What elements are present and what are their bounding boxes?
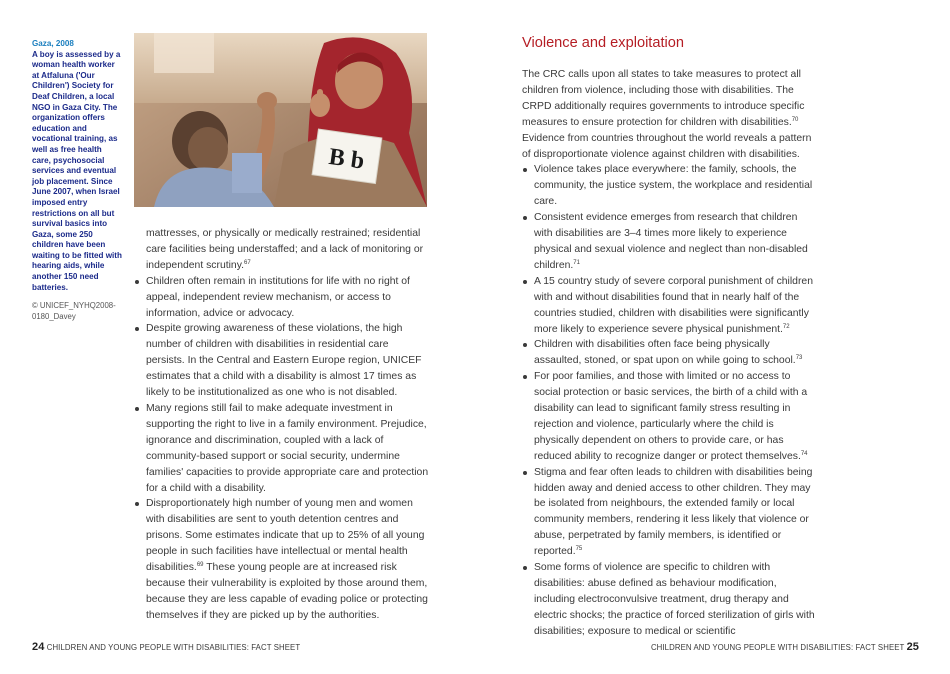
- intro-paragraph: [522, 67, 818, 162]
- page-number-left: 24: [32, 641, 45, 653]
- list-item-text: Despite growing awareness of these violations, the high number of children with disabilities in residential care persists. In the Central and Eastern Europe region, UNICEF estimates that a child with a disability is almost 17 times as likely to be institutionalized as one who is not disabled.: [146, 323, 422, 399]
- photo-illustration: [134, 33, 427, 207]
- right-bullet-list: [522, 162, 818, 639]
- list-item: [522, 274, 818, 338]
- list-item: [522, 465, 818, 560]
- footnote-ref: 69: [196, 562, 204, 569]
- footnote-ref: 75: [575, 546, 583, 553]
- list-item-text: Children with disabilities often face being physically assaulted, stoned, or spat upon on while going to school.: [534, 339, 796, 367]
- list-item: [522, 337, 818, 369]
- list-item: [134, 274, 430, 322]
- list-item-text: Stigma and fear often leads to children with disabilities being hidden away and denied access to other children. They may be isolated from neighbours, the extended family or local community members, rendering it less likely that violence or abuse, perpetrated by family members, is identified or reported.: [534, 466, 813, 558]
- list-item: [522, 560, 818, 640]
- photo-credit: © UNICEF_NYHQ2008-0180_Davey: [32, 301, 116, 321]
- footnote-ref: 67: [244, 259, 251, 266]
- footer-right: [651, 641, 919, 653]
- photo-caption: [32, 39, 122, 322]
- caption-text: A boy is assessed by a woman health worker at Atfaluna ('Our Children') Society for Deaf Children, a local NGO in Gaza City. The organization offers education and vocational training, as well as free health care, psychosocial services and eventual job placement. Since June 2007, when Israel imposed entry restrictions on all but survival basics into Gaza, some 250 children have been waiting to be fitted with hearing aids, while another 150 need batteries.: [32, 49, 122, 292]
- left-bullet-list: [134, 274, 430, 624]
- footnote-ref: 70: [791, 116, 799, 123]
- list-item: [522, 369, 818, 464]
- list-item: [134, 401, 430, 496]
- footnote-ref: 72: [782, 323, 790, 330]
- list-item-text: Children often remain in institutions for life with no right of appeal, independent review mechanism, or access to information, advice or advocacy.: [146, 275, 410, 319]
- footer-title-left: CHILDREN AND YOUNG PEOPLE WITH DISABILITIES: FACT SHEET: [46, 643, 301, 652]
- footer-left: [32, 641, 300, 653]
- list-item-text: Consistent evidence emerges from research that children with disabilities are 3–4 times more likely to experience physical and sexual violence and neglect than non-disabled children.: [534, 212, 808, 271]
- photo: [134, 33, 427, 207]
- footer-title-right: CHILDREN AND YOUNG PEOPLE WITH DISABILITIES: FACT SHEET: [650, 643, 905, 652]
- left-column: [134, 226, 430, 624]
- footnote-ref: 71: [573, 259, 580, 266]
- page-number-right: 25: [906, 641, 919, 653]
- list-item-text: Many regions still fail to make adequate investment in supporting the right to live in a family environment. Prejudice, ignorance and discrimination, coupled with a lack of community-based support or social security, undermine families' capacities to provide appropriate care and protection for a child with a disability.: [146, 402, 429, 494]
- footnote-ref: 74: [800, 450, 808, 457]
- continuation-text: mattresses, or physically or medically restrained; residential care facilities being understaffed; and a lack of monitoring or independent scrutiny.: [146, 228, 424, 271]
- intro-text: The CRC calls upon all states to take measures to protect all children from violence, including those with disabilities. The CRPD additionally requires governments to introduce specific measures to ensure protection for children with disabilities.: [522, 69, 805, 128]
- list-item: [522, 210, 818, 274]
- caption-place: Gaza, 2008: [32, 39, 74, 48]
- list-item-text: Violence takes place everywhere: the family, schools, the community, the justice system, the workplace and residential care.: [534, 164, 813, 208]
- list-item: [522, 162, 818, 210]
- footnote-ref: 73: [795, 355, 803, 362]
- card-letters: B b: [327, 143, 366, 175]
- list-item: [134, 496, 430, 623]
- list-item-text-continued: These young people are at increased risk because their vulnerability is exploited by those around them, because they are less capable of evading police or protecting themselves if they are picked up by the authorities.: [146, 562, 428, 621]
- section-heading: Violence and exploitation: [522, 35, 685, 51]
- list-item-text: For poor families, and those with limited or no access to social protection or basic services, the birth of a child with a disability can lead to significant family stress resulting in rejection and violence, particularly where the child is physically dependent on others to provide care, or has reduced ability to recognize danger or protect themselves.: [534, 371, 808, 462]
- list-item-text: Disproportionately high number of young men and women with disabilities are sent to youth detention centres and prisons. Some estimates indicate that up to 25% of all young people in such facilities have intellectual or mental health disabilities.: [146, 498, 425, 574]
- intro-text-tail: Evidence from countries throughout the world reveals a pattern of disproportionate violence against children with disabilities.: [522, 132, 812, 160]
- list-item-text: A 15 country study of severe corporal punishment of children with and without disabilities found that in nearly half of the countries studied, children with disabilities were significantly more likely to experience severe physical punishment.: [534, 275, 813, 335]
- list-item-text: Some forms of violence are specific to children with disabilities: abuse defined as behaviour modification, including electroconvulsive treatment, drug therapy and electric shocks; the practice of forced sterilization of girls with disabilities; exposure to medical or scientific: [534, 562, 815, 637]
- right-column: [522, 67, 818, 640]
- continuation-paragraph: [134, 226, 430, 274]
- list-item: [134, 321, 430, 401]
